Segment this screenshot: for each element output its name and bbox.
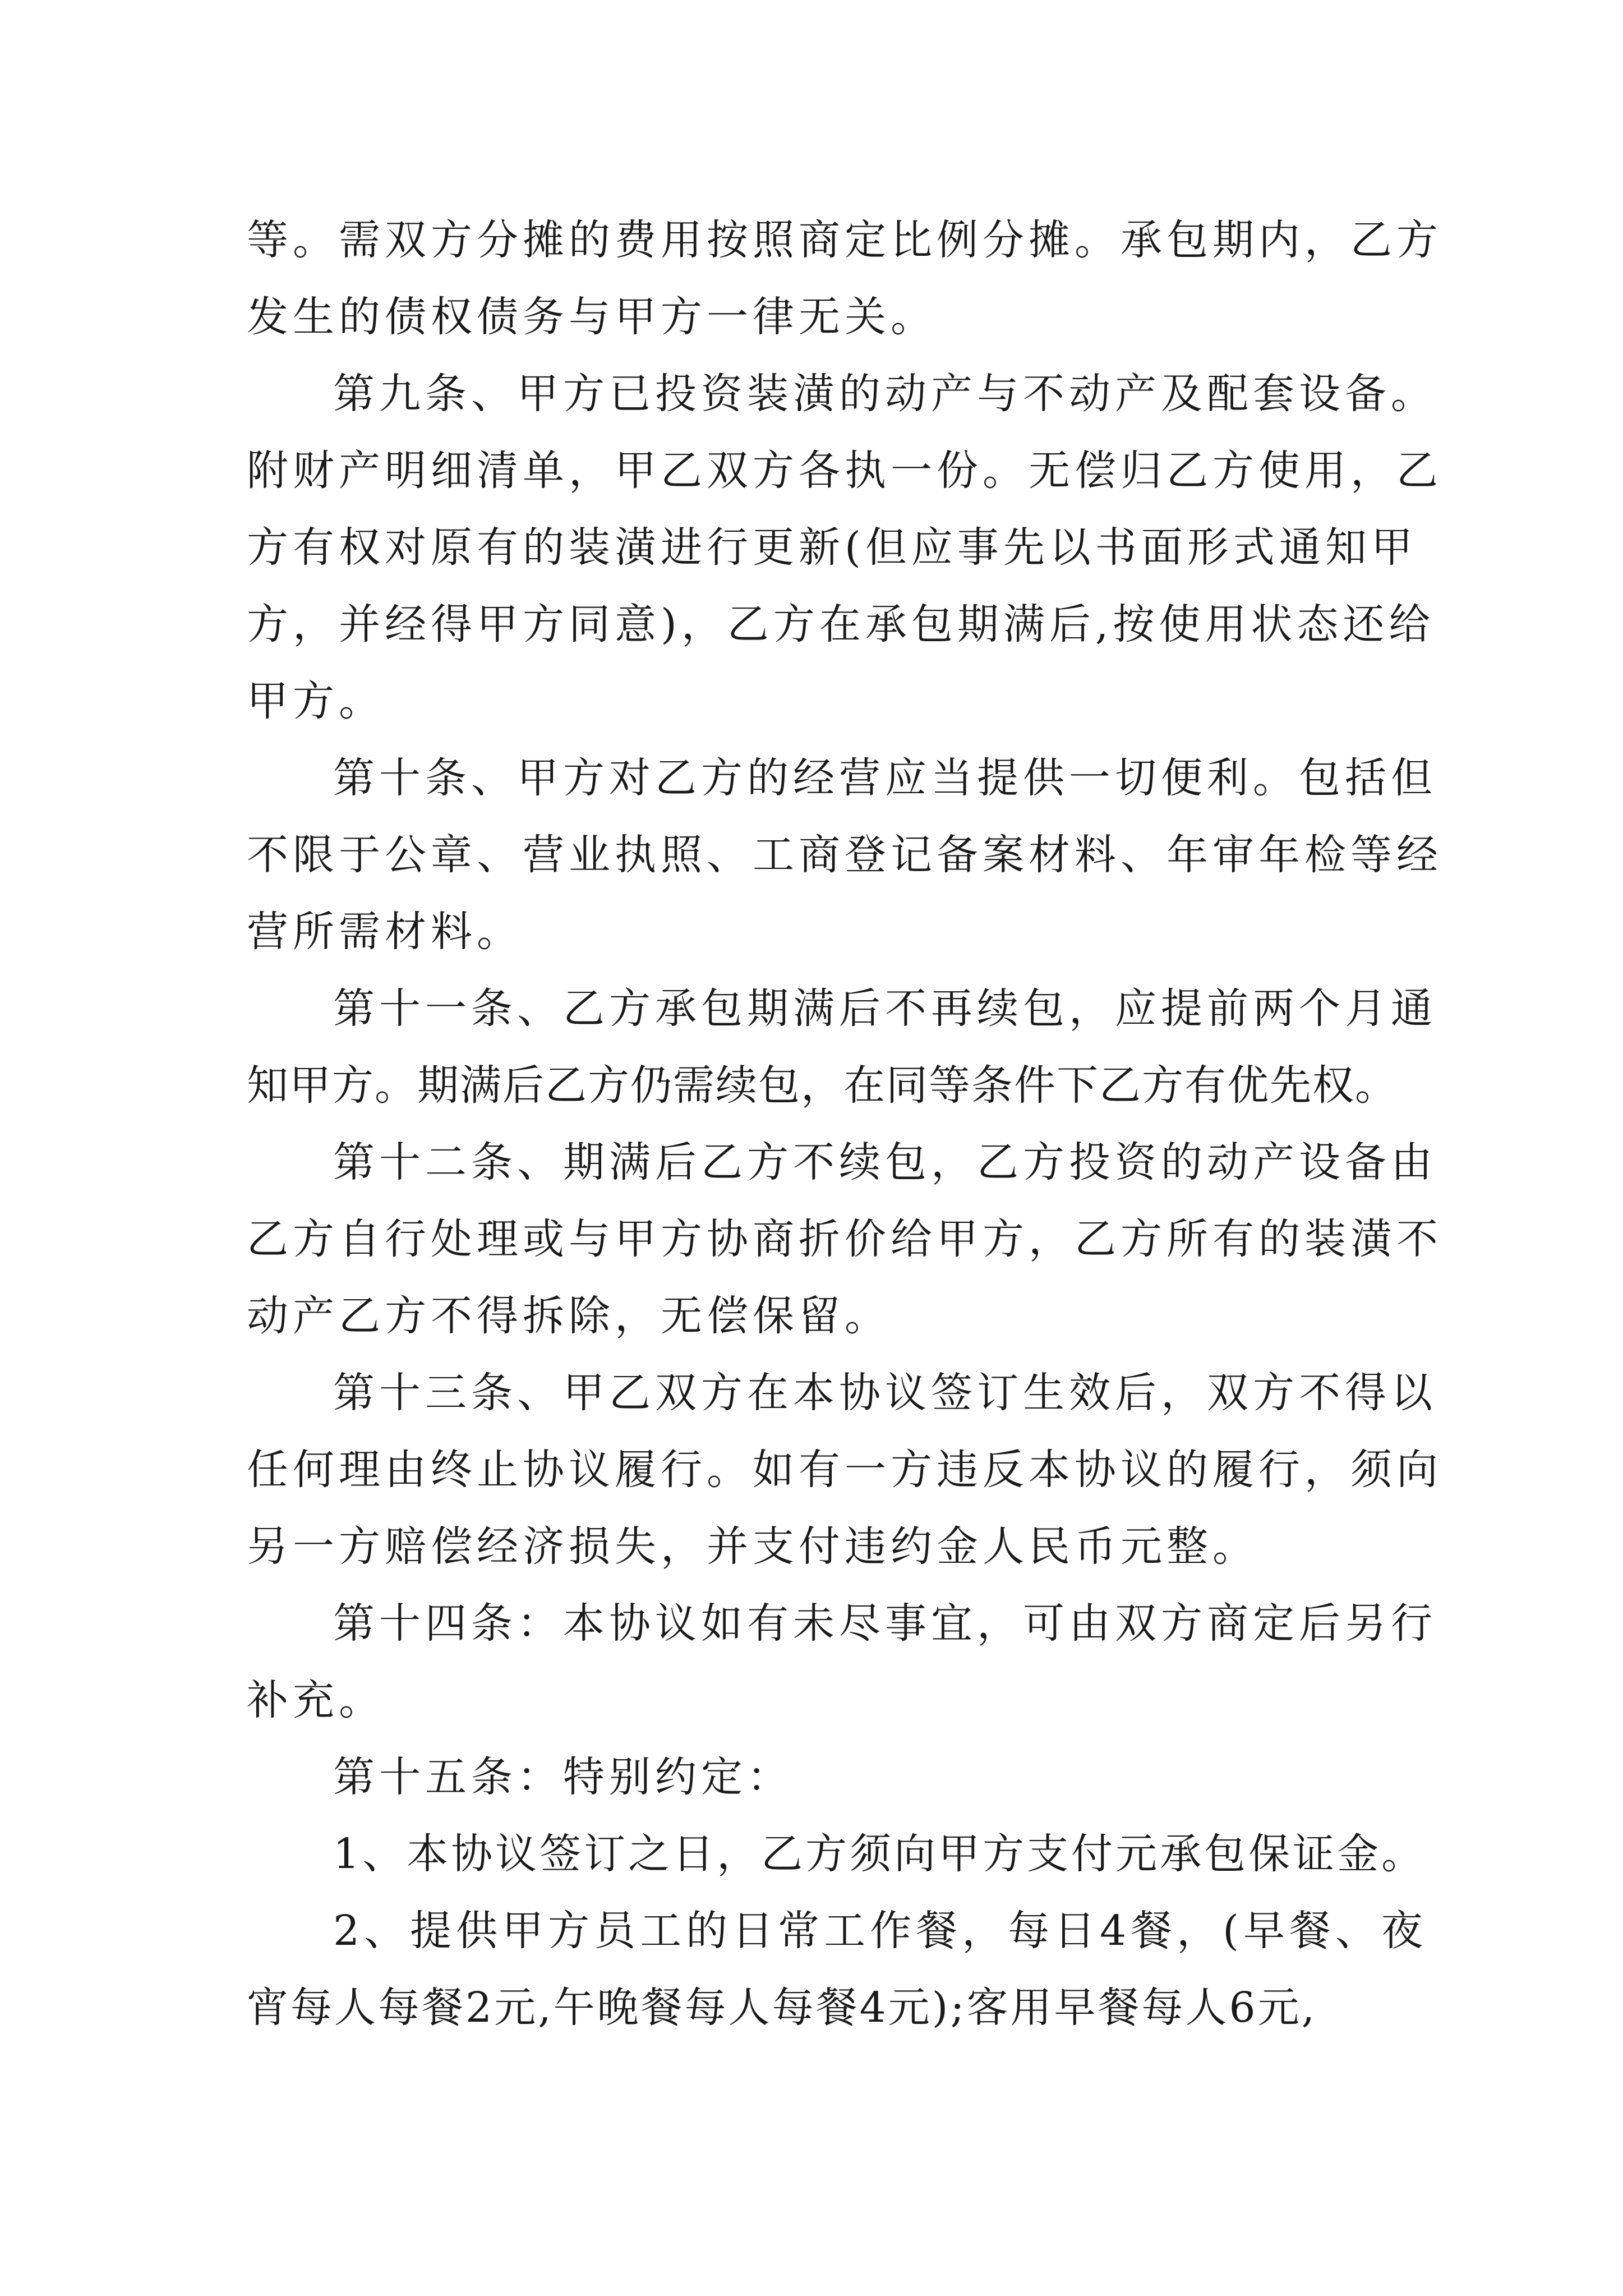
- paragraph-clause-14: [247, 1585, 1437, 1739]
- text-line: 1、本协议签订之日，乙方须向甲方支付元承包保证金。: [333, 1830, 1426, 1878]
- text-line: 方有权对原有的装潢进行更新(但应事先以书面形式通知甲: [247, 523, 1417, 572]
- text-line: 第十二条、期满后乙方不续包，乙方投资的动产设备由: [333, 1138, 1437, 1186]
- text-line: 任何理由终止协议履行。如有一方违反本协议的履行，须向: [247, 1446, 1442, 1494]
- text-line: 甲方。: [247, 677, 385, 725]
- paragraph-clause-10: [247, 740, 1442, 970]
- document-body: [247, 202, 1442, 2046]
- text-line: 第十一条、乙方承包期满后不再续包，应提前两个月通: [333, 984, 1437, 1033]
- text-line: 第九条、甲方已投资装潢的动产与不动产及配套设备。: [333, 370, 1437, 418]
- text-line: 补充。: [247, 1676, 385, 1724]
- paragraph-clause-13: [247, 1355, 1442, 1585]
- text-line: 第十四条：本协议如有未尽事宜，可由双方商定后另行: [333, 1599, 1437, 1648]
- paragraph-clause-9: [247, 356, 1442, 740]
- text-line: 另一方赔偿经济损失，并支付违约金人民币元整。: [247, 1522, 1258, 1571]
- text-line: 附财产明细清单，甲乙双方各执一份。无偿归乙方使用，乙: [247, 447, 1442, 495]
- text-line: 第十五条：特别约定：: [333, 1753, 793, 1801]
- text-line: 营所需材料。: [247, 908, 523, 956]
- text-line: 知甲方。期满后乙方仍需续包，在同等条件下乙方有优先权。: [247, 1061, 1398, 1110]
- text-line: 动产乙方不得拆除，无偿保留。: [247, 1292, 891, 1340]
- text-line: 不限于公章、营业执照、工商登记备案材料、年审年检等经: [247, 831, 1442, 879]
- text-line: 乙方自行处理或与甲方协商折价给甲方，乙方所有的装潢不: [247, 1215, 1442, 1263]
- text-line: 发生的债权债务与甲方一律无关。: [247, 293, 937, 341]
- paragraph-cost-sharing: [247, 202, 1442, 356]
- text-line: 宵每人每餐2元,午晚餐每人每餐4元);客用早餐每人6元,: [247, 1984, 1317, 2032]
- paragraph-clause-12: [247, 1124, 1442, 1355]
- paragraph-clause-11: [247, 970, 1437, 1124]
- text-line: 2、提供甲方员工的日常工作餐，每日4餐，(早餐、夜: [333, 1907, 1428, 1955]
- paragraph-clause-15: [247, 1739, 1380, 1816]
- text-line: 第十三条、甲乙双方在本协议签订生效后，双方不得以: [333, 1369, 1437, 1417]
- paragraph-item-1: [247, 1816, 1426, 1893]
- text-line: 方，并经得甲方同意)，乙方在承包期满后,按使用状态还给: [247, 600, 1435, 648]
- text-line: 等。需双方分摊的费用按照商定比例分摊。承包期内，乙方: [247, 216, 1442, 264]
- paragraph-item-2: [247, 1893, 1428, 2046]
- text-line: 第十条、甲方对乙方的经营应当提供一切便利。包括但: [333, 754, 1437, 802]
